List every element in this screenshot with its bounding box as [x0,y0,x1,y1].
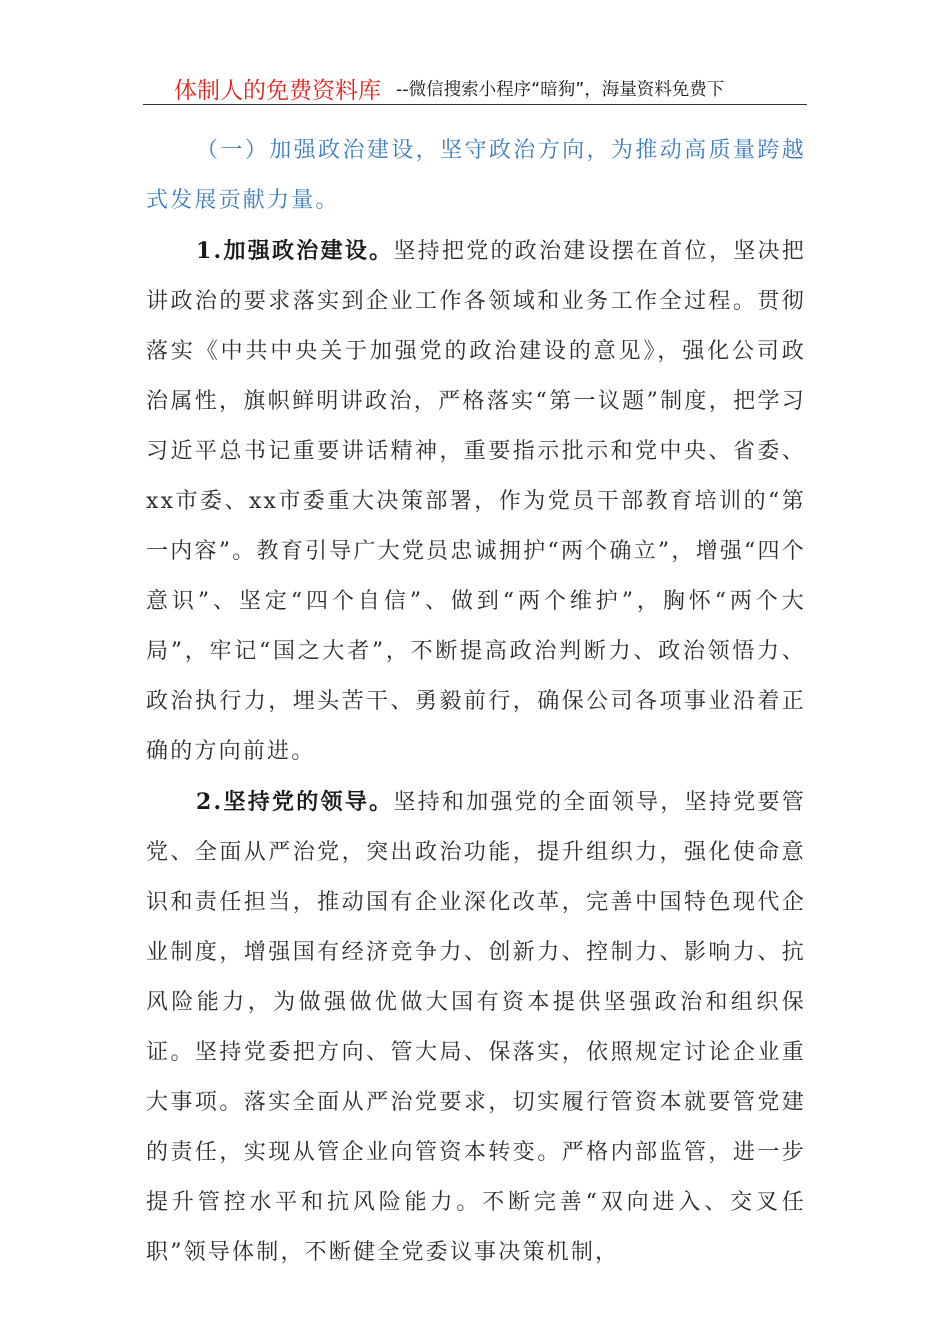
section-heading: （一）加强政治建设，坚守政治方向，为推动高质量跨越式发展贡献力量。 [146,138,806,213]
paragraph-body: 坚持把党的政治建设摆在首位，坚决把讲政治的要求落实到企业工作各领域和业务工作全过程。贯彻落实《中共中央关于加强党的政治建设的意见》，强化公司政治属性，旗帜鲜明讲政治，严格落实“第一议题”制度，把学习习近平总书记重要讲话精神，重要指示批示和党中央、省委、xx市委、xx市委重大决策部署，作为党员干部教育培训的“第一内容”。教育引导广大党员忠诚拥护“两个确立”，增强“四个意识”、坚定“四个自信”、做到“两个维护”，胸怀“两个大局”，牢记“国之大者”，不断提高政治判断力、政治领悟力、政治执行力，埋头苦干、勇毅前行，确保公司各项事业沿着正确的方向前进。 [146,239,806,764]
paragraph-body: 坚持和加强党的全面领导，坚持党要管党、全面从严治党，突出政治功能，提升组织力，强化使命意识和责任担当，推动国有企业深化改革，完善中国特色现代企业制度，增强国有经济竞争力、创新力、控制力、影响力、抗风险能力，为做强做优做大国有资本提供坚强政治和组织保证。坚持党委把方向、管大局、保落实，依照规定讨论企业重大事项。落实全面从严治党要求，切实履行管资本就要管党建的责任，实现从管企业向管资本转变。严格内部监管，进一步提升管控水平和抗风险能力。不断完善“双向进入、交叉任职”领导体制，不断健全党委议事决策机制， [146,790,806,1265]
paragraph-title: 1.加强政治建设。 [196,238,394,264]
header-brand: 体制人的免费资料库 [174,78,381,104]
header-subtitle: --微信搜索小程序“暗狗”，海量资料免费下 [396,80,725,100]
document-body [146,126,806,1278]
paragraph-title: 2.坚持党的领导。 [196,789,394,815]
page-header [143,72,807,105]
paragraph-party-leadership [146,777,806,1278]
paragraph-political-building [146,226,806,777]
